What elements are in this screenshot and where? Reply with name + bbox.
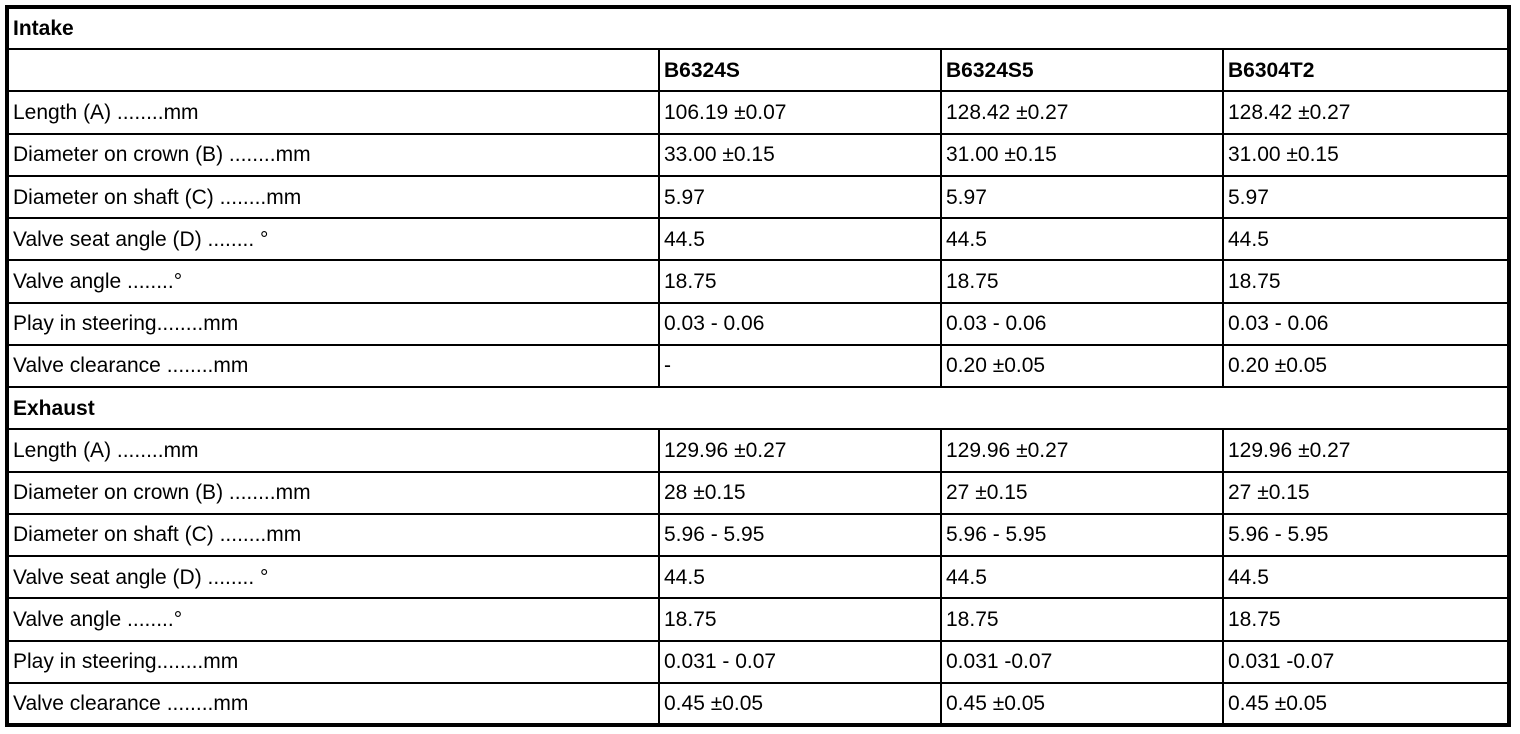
cell-b6324s5: 44.5	[941, 556, 1223, 598]
cell-b6324s: 0.031 - 0.07	[659, 641, 941, 683]
table-row-intake-length	[7, 91, 1509, 133]
cell-b6304t2: 44.5	[1223, 218, 1509, 260]
column-header-b6324s: B6324S	[659, 49, 941, 91]
table-row-exhaust-valve-clearance	[7, 683, 1509, 725]
cell-b6304t2: 18.75	[1223, 598, 1509, 640]
cell-b6324s5: 18.75	[941, 260, 1223, 302]
row-label: Length (A) ........mm	[7, 91, 659, 133]
row-label: Diameter on crown (B) ........mm	[7, 134, 659, 176]
cell-b6324s5: 0.45 ±0.05	[941, 683, 1223, 725]
section-row-exhaust	[7, 387, 1509, 429]
row-label: Valve seat angle (D) ........ °	[7, 556, 659, 598]
cell-b6324s: 44.5	[659, 218, 941, 260]
cell-b6304t2: 0.03 - 0.06	[1223, 303, 1509, 345]
cell-b6304t2: 128.42 ±0.27	[1223, 91, 1509, 133]
table-row-exhaust-seat-angle	[7, 556, 1509, 598]
cell-b6324s5: 0.20 ±0.05	[941, 345, 1223, 387]
section-title-intake: Intake	[7, 7, 1509, 49]
cell-b6324s: 18.75	[659, 598, 941, 640]
cell-b6324s5: 44.5	[941, 218, 1223, 260]
table-row-exhaust-length	[7, 429, 1509, 471]
cell-b6324s5: 129.96 ±0.27	[941, 429, 1223, 471]
cell-b6324s: 28 ±0.15	[659, 472, 941, 514]
table-row-intake-valve-clearance	[7, 345, 1509, 387]
cell-b6324s: 0.03 - 0.06	[659, 303, 941, 345]
cell-b6324s5: 5.97	[941, 176, 1223, 218]
row-label: Length (A) ........mm	[7, 429, 659, 471]
table-row-intake-valve-angle	[7, 260, 1509, 302]
table-row-exhaust-valve-angle	[7, 598, 1509, 640]
cell-b6324s5: 128.42 ±0.27	[941, 91, 1223, 133]
row-label: Valve angle ........°	[7, 260, 659, 302]
cell-b6324s5: 5.96 - 5.95	[941, 514, 1223, 556]
cell-b6304t2: 27 ±0.15	[1223, 472, 1509, 514]
cell-b6324s5: 18.75	[941, 598, 1223, 640]
row-label: Diameter on crown (B) ........mm	[7, 472, 659, 514]
cell-b6304t2: 31.00 ±0.15	[1223, 134, 1509, 176]
section-title-exhaust: Exhaust	[7, 387, 1509, 429]
cell-b6304t2: 5.97	[1223, 176, 1509, 218]
valve-spec-table	[5, 5, 1511, 727]
column-header-b6324s5: B6324S5	[941, 49, 1223, 91]
table-row-intake-shaft-diameter	[7, 176, 1509, 218]
section-row-intake	[7, 7, 1509, 49]
cell-b6304t2: 44.5	[1223, 556, 1509, 598]
row-label: Play in steering........mm	[7, 641, 659, 683]
cell-b6324s: 5.96 - 5.95	[659, 514, 941, 556]
row-label: Diameter on shaft (C) ........mm	[7, 514, 659, 556]
row-label: Valve seat angle (D) ........ °	[7, 218, 659, 260]
row-label: Valve clearance ........mm	[7, 683, 659, 725]
table-row-intake-crown-diameter	[7, 134, 1509, 176]
cell-b6324s: 106.19 ±0.07	[659, 91, 941, 133]
table-row-exhaust-steering-play	[7, 641, 1509, 683]
cell-b6304t2: 0.45 ±0.05	[1223, 683, 1509, 725]
cell-b6324s: 33.00 ±0.15	[659, 134, 941, 176]
cell-b6324s5: 0.031 -0.07	[941, 641, 1223, 683]
cell-b6304t2: 0.20 ±0.05	[1223, 345, 1509, 387]
row-label: Play in steering........mm	[7, 303, 659, 345]
cell-b6324s: 129.96 ±0.27	[659, 429, 941, 471]
column-header-b6304t2: B6304T2	[1223, 49, 1509, 91]
cell-b6304t2: 18.75	[1223, 260, 1509, 302]
table-row-exhaust-shaft-diameter	[7, 514, 1509, 556]
cell-b6304t2: 0.031 -0.07	[1223, 641, 1509, 683]
column-header-label	[7, 49, 659, 91]
row-label: Diameter on shaft (C) ........mm	[7, 176, 659, 218]
cell-b6324s: 5.97	[659, 176, 941, 218]
cell-b6304t2: 129.96 ±0.27	[1223, 429, 1509, 471]
row-label: Valve angle ........°	[7, 598, 659, 640]
cell-b6324s: -	[659, 345, 941, 387]
row-label: Valve clearance ........mm	[7, 345, 659, 387]
cell-b6324s: 18.75	[659, 260, 941, 302]
cell-b6304t2: 5.96 - 5.95	[1223, 514, 1509, 556]
cell-b6324s: 0.45 ±0.05	[659, 683, 941, 725]
cell-b6324s5: 27 ±0.15	[941, 472, 1223, 514]
table-row-exhaust-crown-diameter	[7, 472, 1509, 514]
table-row-intake-seat-angle	[7, 218, 1509, 260]
cell-b6324s: 44.5	[659, 556, 941, 598]
table-row-intake-steering-play	[7, 303, 1509, 345]
cell-b6324s5: 0.03 - 0.06	[941, 303, 1223, 345]
column-header-row	[7, 49, 1509, 91]
cell-b6324s5: 31.00 ±0.15	[941, 134, 1223, 176]
